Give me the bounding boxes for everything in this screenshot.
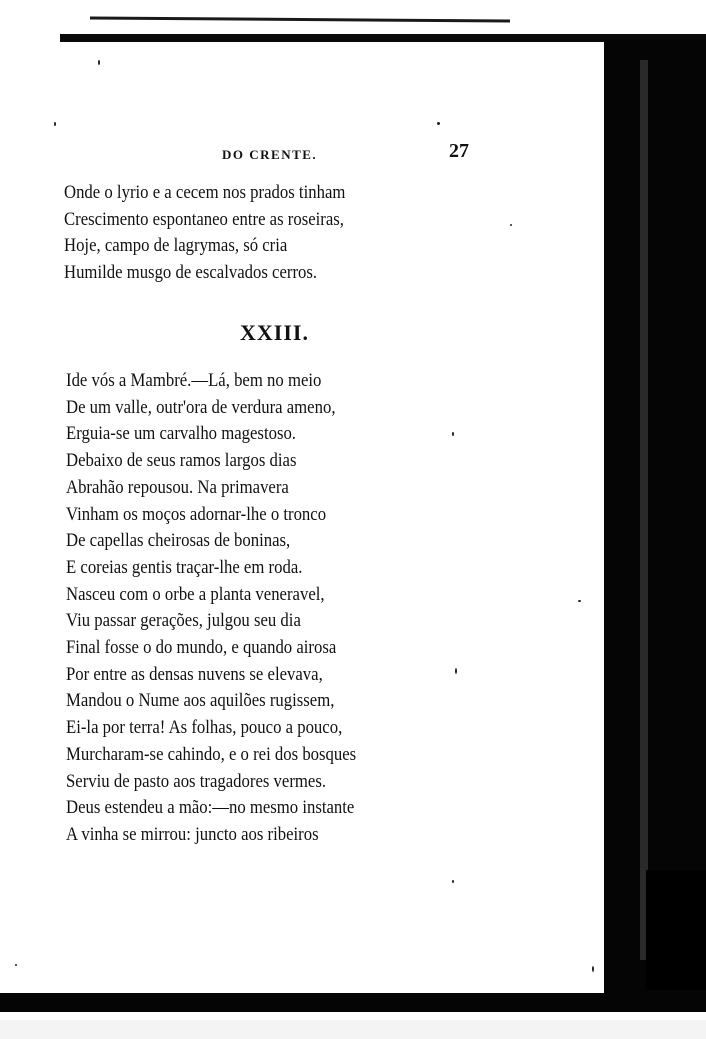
verse-line: Por entre as densas nuvens se elevava, <box>66 663 323 685</box>
verse-line: Abrahão repousou. Na primavera <box>66 476 289 498</box>
verse-line: Final fosse o do mundo, e quando airosa <box>66 637 337 659</box>
verse-line: Mandou o Nume aos aquilões rugissem, <box>66 690 335 712</box>
speck <box>98 60 100 65</box>
speck <box>592 966 594 972</box>
verse-line: E coreias gentis traçar-lhe em roda. <box>66 556 303 578</box>
stanza-2 <box>66 368 396 849</box>
verse-line: Serviu de pasto aos tragadores vermes. <box>66 770 327 792</box>
speck <box>578 600 581 602</box>
bottom-margin-edge <box>0 1020 706 1039</box>
speck <box>437 122 440 125</box>
verse-line: Hoje, campo de lagrymas, só cria <box>64 235 288 257</box>
verse-line: Viu passar gerações, julgou seu dia <box>66 610 301 632</box>
speck <box>452 432 454 436</box>
stanza-1 <box>64 180 384 286</box>
verse-line: Deus estendeu a mão:—no mesmo instante <box>66 797 355 819</box>
verse-line: Onde o lyrio e a cecem nos prados tinham <box>64 182 346 203</box>
verse-line: Vinham os moços adornar-lhe o tronco <box>66 503 327 525</box>
verse-line: Murcharam-se cahindo, e o rei dos bosques <box>66 743 357 765</box>
verse-line: Ide vós a Mambré.—Lá, bem no meio <box>66 370 322 391</box>
running-head: DO CRENTE. <box>222 147 318 162</box>
right-border-notch <box>646 870 706 990</box>
verse-line: A vinha se mirrou: juncto aos ribeiros <box>66 823 319 845</box>
speck <box>510 224 512 226</box>
speck <box>452 880 454 883</box>
verse-line: De capellas cheirosas de boninas, <box>66 530 291 552</box>
verse-line: De um valle, outr'ora de verdura ameno, <box>66 396 336 418</box>
verse-line: Debaixo de seus ramos largos dias <box>66 450 297 472</box>
verse-line: Ei-la por terra! As folhas, pouco a pouco, <box>66 717 343 739</box>
speck <box>455 668 457 674</box>
page-number: 27 <box>449 140 469 162</box>
speck <box>15 964 17 966</box>
verse-line: Erguia-se um carvalho magestoso. <box>66 423 296 445</box>
right-border-edge <box>640 60 648 960</box>
section-numeral: XXIII. <box>240 320 309 345</box>
verse-line: Crescimento espontaneo entre as roseiras, <box>64 208 344 230</box>
verse-line: Humilde musgo de escalvados cerros. <box>64 261 318 283</box>
verse-line: Nasceu com o orbe a planta veneravel, <box>66 583 325 605</box>
speck <box>54 122 56 126</box>
